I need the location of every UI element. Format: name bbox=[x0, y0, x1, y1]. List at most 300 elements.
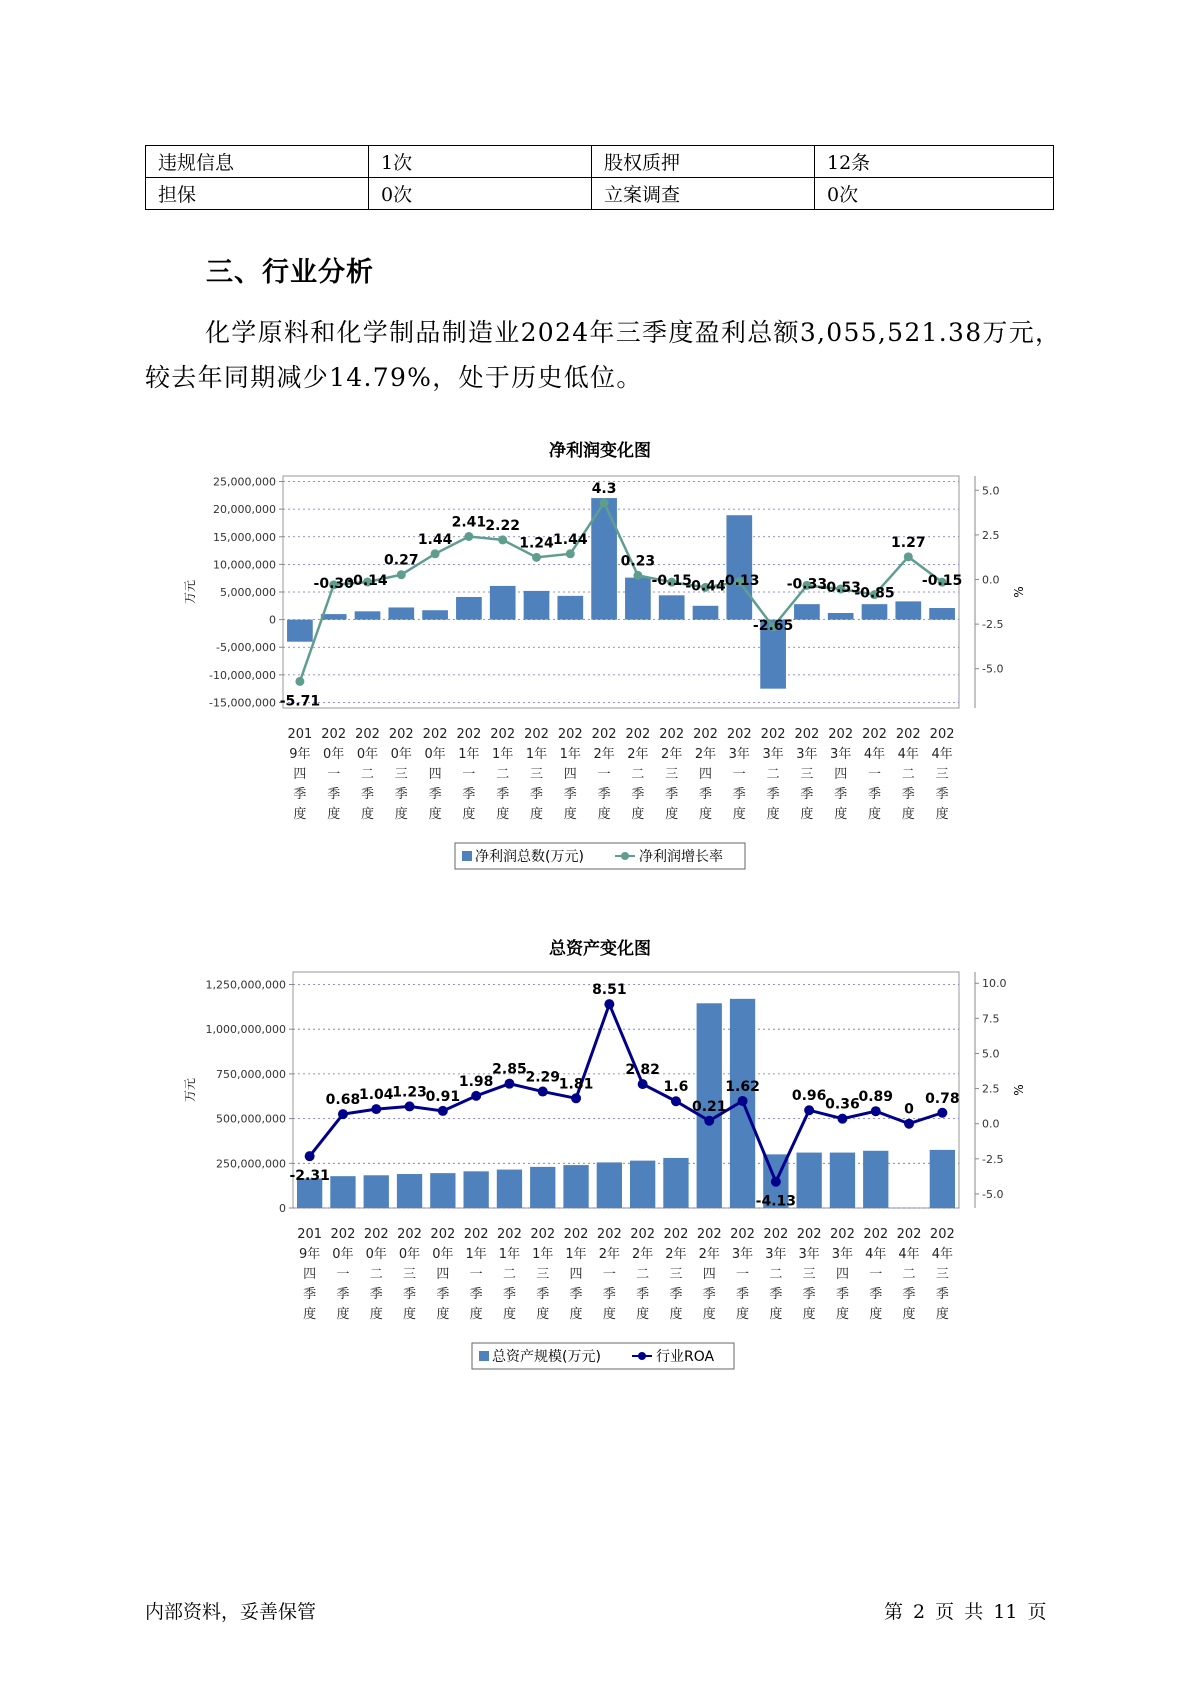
data-point bbox=[904, 552, 913, 561]
x-tick-label: 季 bbox=[834, 787, 848, 802]
x-tick-label: 季 bbox=[428, 787, 442, 802]
footer-page-number: 第 2 页 共 11 页 bbox=[884, 1601, 1047, 1623]
data-label: 1.44 bbox=[553, 531, 588, 548]
data-label: 1.44 bbox=[417, 531, 453, 548]
x-tick-label: 季 bbox=[327, 787, 341, 802]
x-tick-label: 度 bbox=[902, 1307, 916, 1322]
y-tick-label-right: 7.5 bbox=[982, 1012, 1000, 1026]
data-point bbox=[538, 1087, 548, 1097]
table-cell-label: 违规信息 bbox=[146, 146, 369, 178]
x-tick-label: 度 bbox=[901, 807, 915, 822]
legend-swatch-bar bbox=[479, 1351, 489, 1361]
y-tick-label-right: 2.5 bbox=[982, 1082, 1000, 1096]
x-tick-label: 202 bbox=[388, 727, 414, 742]
data-label: 1.24 bbox=[519, 535, 554, 552]
legend-swatch-bar bbox=[462, 851, 472, 861]
x-tick-label: 二 bbox=[631, 767, 645, 782]
x-tick-label: 四 bbox=[834, 767, 848, 782]
data-point bbox=[338, 1109, 348, 1119]
x-tick-label: 季 bbox=[835, 1287, 849, 1302]
bar bbox=[625, 578, 651, 620]
y-tick-label-right: 10.0 bbox=[982, 977, 1007, 991]
y-tick-label-right: -2.5 bbox=[982, 618, 1004, 632]
x-tick-label: 季 bbox=[360, 787, 375, 802]
bar bbox=[388, 607, 414, 619]
data-label: 0.21 bbox=[691, 1098, 727, 1115]
x-tick-label: 度 bbox=[935, 807, 949, 822]
legend-marker bbox=[621, 852, 629, 860]
chart-title-total-assets: 总资产变化图 bbox=[549, 939, 651, 959]
y-tick-label-left: 0 bbox=[269, 613, 276, 627]
x-tick-label: 4年 bbox=[897, 747, 919, 762]
x-tick-label: 三 bbox=[800, 767, 814, 782]
x-tick-label: 度 bbox=[736, 1307, 750, 1322]
data-point bbox=[937, 1108, 947, 1118]
data-point bbox=[371, 1104, 381, 1114]
data-label: -0.53 bbox=[820, 579, 861, 596]
bar bbox=[422, 610, 448, 619]
x-tick-label: 一 bbox=[869, 1267, 883, 1282]
x-tick-label: 四 bbox=[563, 767, 577, 782]
x-tick-label: 度 bbox=[436, 1307, 450, 1322]
x-tick-label: 202 bbox=[929, 727, 955, 742]
x-tick-label: 季 bbox=[800, 787, 814, 802]
x-tick-label: 202 bbox=[563, 1227, 589, 1242]
data-label: 0.96 bbox=[791, 1088, 827, 1105]
x-tick-label: 二 bbox=[636, 1267, 650, 1282]
x-tick-label: 202 bbox=[557, 727, 583, 742]
x-tick-label: 度 bbox=[935, 1307, 949, 1322]
x-tick-label: 2年 bbox=[698, 1247, 720, 1262]
data-label: 0.91 bbox=[425, 1088, 461, 1105]
x-tick-label: 一 bbox=[736, 1267, 750, 1282]
x-tick-label: 3年 bbox=[796, 747, 818, 762]
bar bbox=[330, 1176, 355, 1208]
bar bbox=[557, 596, 583, 620]
x-tick-label: 1年 bbox=[465, 1247, 487, 1262]
y-tick-label-right: -5.0 bbox=[982, 1187, 1004, 1201]
data-label: 1.23 bbox=[392, 1084, 427, 1101]
x-tick-label: 度 bbox=[327, 807, 341, 822]
x-tick-label: 一 bbox=[462, 767, 476, 782]
x-tick-label: 度 bbox=[800, 807, 814, 822]
x-tick-label: 度 bbox=[369, 1307, 383, 1322]
x-tick-label: 度 bbox=[496, 807, 510, 822]
x-tick-label: 季 bbox=[902, 1287, 916, 1302]
x-tick-label: 四 bbox=[698, 767, 713, 782]
x-tick-label: 度 bbox=[293, 807, 307, 822]
x-tick-label: 3年 bbox=[765, 1247, 787, 1262]
x-tick-label: 度 bbox=[869, 1307, 883, 1322]
x-tick-label: 季 bbox=[935, 1287, 949, 1302]
x-tick-label: 度 bbox=[602, 1307, 616, 1322]
x-tick-label: 季 bbox=[631, 787, 645, 802]
x-tick-label: 202 bbox=[530, 1227, 556, 1242]
data-point bbox=[295, 677, 304, 686]
x-tick-label: 度 bbox=[428, 807, 442, 822]
data-label: 8.51 bbox=[592, 982, 627, 999]
x-tick-label: 9年 bbox=[299, 1247, 321, 1262]
x-tick-label: 季 bbox=[732, 787, 746, 802]
data-label: 0.78 bbox=[925, 1090, 960, 1107]
x-tick-label: 201 bbox=[297, 1227, 323, 1242]
y-tick-label-right: -5.0 bbox=[982, 662, 1004, 676]
x-tick-label: 3年 bbox=[731, 1247, 754, 1262]
x-tick-label: 二 bbox=[369, 1267, 383, 1282]
x-tick-label: 0年 bbox=[365, 1247, 387, 1262]
y-tick-label-left: 250,000,000 bbox=[216, 1157, 286, 1171]
x-tick-label: 202 bbox=[726, 727, 752, 742]
x-tick-label: 1年 bbox=[492, 747, 514, 762]
x-tick-label: 四 bbox=[436, 1267, 450, 1282]
chart-title-net-profit: 净利润变化图 bbox=[549, 441, 651, 461]
x-tick-label: 四 bbox=[303, 1267, 317, 1282]
x-tick-label: 202 bbox=[828, 727, 854, 742]
data-point bbox=[771, 1177, 781, 1187]
x-tick-label: 季 bbox=[394, 787, 408, 802]
data-label: -4.13 bbox=[755, 1193, 797, 1210]
x-tick-label: 季 bbox=[293, 787, 307, 802]
x-tick-label: 202 bbox=[463, 1227, 489, 1242]
section-paragraph: 化学原料和化学制品制造业2024年三季度盈利总额3,055,521.38万元，较去年同期减少14.79%，处于历史低位。 bbox=[145, 318, 1062, 392]
data-point bbox=[438, 1106, 448, 1116]
data-point bbox=[804, 1105, 814, 1115]
y-tick-label-left: -15,000,000 bbox=[209, 696, 276, 710]
data-label: 2.22 bbox=[485, 517, 520, 534]
x-tick-label: 季 bbox=[303, 1287, 317, 1302]
x-tick-label: 4年 bbox=[865, 1247, 887, 1262]
legend-marker bbox=[638, 1352, 646, 1360]
legend-label-bar: 总资产规模(万元) bbox=[492, 1349, 601, 1365]
x-tick-label: 季 bbox=[869, 1287, 883, 1302]
x-tick-label: 季 bbox=[901, 787, 915, 802]
x-tick-label: 202 bbox=[696, 1227, 722, 1242]
data-point bbox=[566, 549, 575, 558]
y-tick-label-left: 1,250,000,000 bbox=[205, 978, 286, 992]
data-label: -0.44 bbox=[685, 578, 726, 595]
x-tick-label: 季 bbox=[665, 787, 679, 802]
x-tick-label: 四 bbox=[569, 1267, 583, 1282]
data-point bbox=[871, 1106, 881, 1116]
x-tick-label: 4年 bbox=[931, 1247, 953, 1262]
y-axis-label-right: % bbox=[1012, 1084, 1026, 1096]
data-label: 0.36 bbox=[825, 1096, 860, 1113]
data-label: -0.33 bbox=[786, 576, 828, 593]
data-point bbox=[671, 1096, 681, 1106]
x-tick-label: 度 bbox=[597, 807, 611, 822]
x-tick-label: 二 bbox=[502, 1267, 516, 1282]
data-label: 2.82 bbox=[625, 1062, 660, 1079]
x-tick-label: 度 bbox=[769, 1307, 783, 1322]
data-point bbox=[837, 1114, 847, 1124]
x-tick-label: 二 bbox=[902, 1267, 916, 1282]
y-tick-label-left: 750,000,000 bbox=[216, 1067, 286, 1081]
x-tick-label: 度 bbox=[636, 1307, 650, 1322]
x-tick-label: 季 bbox=[766, 787, 780, 802]
x-tick-label: 二 bbox=[769, 1267, 783, 1282]
x-tick-label: 202 bbox=[397, 1227, 422, 1242]
data-point bbox=[504, 1079, 514, 1089]
data-label: 0 bbox=[904, 1101, 914, 1118]
x-tick-label: 202 bbox=[830, 1227, 855, 1242]
x-tick-label: 2年 bbox=[627, 747, 649, 762]
bar bbox=[862, 604, 888, 619]
data-point bbox=[431, 549, 440, 558]
x-tick-label: 202 bbox=[895, 727, 921, 742]
bar bbox=[726, 515, 752, 619]
data-label: 2.29 bbox=[525, 1069, 561, 1086]
x-tick-label: 202 bbox=[625, 727, 651, 742]
x-tick-label: 202 bbox=[763, 1227, 789, 1242]
bar bbox=[430, 1173, 455, 1208]
bar bbox=[456, 597, 482, 620]
y-tick-label-right: 0.0 bbox=[982, 573, 1000, 587]
x-tick-label: 度 bbox=[502, 1307, 516, 1322]
x-tick-label: 三 bbox=[669, 1267, 683, 1282]
data-label: 1.6 bbox=[663, 1079, 689, 1096]
y-tick-label-left: 15,000,000 bbox=[213, 530, 276, 544]
x-tick-label: 四 bbox=[428, 767, 442, 782]
x-tick-label: 季 bbox=[462, 787, 476, 802]
x-tick-label: 三 bbox=[935, 1267, 949, 1282]
x-tick-label: 2年 bbox=[665, 1247, 687, 1262]
x-tick-label: 季 bbox=[736, 1287, 750, 1302]
data-point bbox=[405, 1101, 415, 1111]
bar bbox=[828, 613, 854, 620]
section-title: 三、行业分析 bbox=[206, 257, 374, 288]
data-label: 1.81 bbox=[558, 1076, 594, 1093]
x-tick-label: 三 bbox=[536, 1267, 550, 1282]
x-tick-label: 202 bbox=[363, 1227, 389, 1242]
x-tick-label: 季 bbox=[336, 1287, 350, 1302]
x-tick-label: 一 bbox=[732, 767, 746, 782]
bar bbox=[597, 1162, 622, 1208]
data-label: 2.41 bbox=[451, 514, 487, 531]
x-tick-label: 1年 bbox=[565, 1247, 587, 1262]
x-tick-label: 季 bbox=[702, 1287, 716, 1302]
x-tick-label: 季 bbox=[569, 1287, 583, 1302]
x-tick-label: 202 bbox=[630, 1227, 656, 1242]
table-cell-value: 1次 bbox=[369, 146, 592, 178]
x-tick-label: 季 bbox=[636, 1287, 650, 1302]
x-tick-label: 3年 bbox=[762, 747, 784, 762]
legend-label-line: 行业ROA bbox=[656, 1349, 715, 1365]
x-tick-label: 四 bbox=[702, 1267, 716, 1282]
x-tick-label: 0年 bbox=[332, 1247, 354, 1262]
x-tick-label: 202 bbox=[422, 727, 448, 742]
x-tick-label: 202 bbox=[490, 727, 516, 742]
x-tick-label: 季 bbox=[602, 1287, 616, 1302]
data-point bbox=[704, 1116, 714, 1126]
x-tick-label: 度 bbox=[394, 807, 408, 822]
x-tick-label: 2年 bbox=[661, 747, 683, 762]
data-label: 4.3 bbox=[591, 480, 617, 497]
x-tick-label: 202 bbox=[794, 727, 820, 742]
data-label: 2.85 bbox=[492, 1061, 527, 1078]
data-label: -0.15 bbox=[651, 573, 692, 590]
info-table bbox=[145, 145, 1054, 210]
x-tick-label: 度 bbox=[802, 1307, 816, 1322]
bar bbox=[524, 591, 550, 620]
bar bbox=[930, 1150, 955, 1208]
data-label: -0.30 bbox=[313, 575, 354, 592]
x-tick-label: 3年 bbox=[798, 1247, 820, 1262]
y-tick-label-right: 5.0 bbox=[982, 1047, 1000, 1061]
x-tick-label: 一 bbox=[597, 767, 611, 782]
data-point bbox=[600, 498, 609, 507]
bar bbox=[530, 1167, 555, 1208]
net-profit-chart bbox=[180, 468, 1040, 878]
x-tick-label: 202 bbox=[760, 727, 786, 742]
x-tick-label: 202 bbox=[730, 1227, 755, 1242]
x-tick-label: 季 bbox=[669, 1287, 683, 1302]
data-point bbox=[305, 1151, 315, 1161]
footer-left: 内部资料，妥善保管 bbox=[145, 1601, 317, 1623]
x-tick-label: 2年 bbox=[598, 1247, 620, 1262]
data-point bbox=[638, 1079, 648, 1089]
x-tick-label: 202 bbox=[896, 1227, 922, 1242]
x-tick-label: 四 bbox=[293, 767, 307, 782]
x-tick-label: 度 bbox=[403, 1307, 417, 1322]
x-tick-label: 度 bbox=[732, 807, 746, 822]
x-tick-label: 202 bbox=[929, 1227, 955, 1242]
table-cell-label: 股权质押 bbox=[592, 146, 815, 178]
data-label: 0.27 bbox=[384, 552, 419, 569]
x-tick-label: 202 bbox=[862, 727, 887, 742]
bar bbox=[355, 611, 381, 619]
x-tick-label: 季 bbox=[698, 787, 713, 802]
data-label: -0.15 bbox=[921, 573, 963, 590]
x-tick-label: 季 bbox=[597, 787, 611, 802]
data-label: 1.62 bbox=[725, 1078, 760, 1095]
bar bbox=[563, 1165, 588, 1208]
x-tick-label: 季 bbox=[469, 1287, 483, 1302]
x-tick-label: 2年 bbox=[632, 1247, 654, 1262]
x-tick-label: 2年 bbox=[593, 747, 615, 762]
x-tick-label: 季 bbox=[529, 787, 544, 802]
x-tick-label: 1年 bbox=[498, 1247, 521, 1262]
x-tick-label: 202 bbox=[430, 1227, 456, 1242]
x-tick-label: 2年 bbox=[694, 747, 717, 762]
x-tick-label: 一 bbox=[469, 1267, 483, 1282]
x-tick-label: 202 bbox=[693, 727, 718, 742]
data-label: -2.65 bbox=[752, 617, 794, 634]
bar bbox=[490, 586, 516, 620]
x-tick-label: 季 bbox=[536, 1287, 550, 1302]
x-tick-label: 1年 bbox=[559, 747, 581, 762]
x-tick-label: 9年 bbox=[289, 747, 311, 762]
y-axis-label-left: 万元 bbox=[183, 1077, 197, 1103]
table-cell-label: 立案调查 bbox=[592, 178, 815, 210]
x-tick-label: 0年 bbox=[432, 1247, 454, 1262]
data-label: 1.98 bbox=[458, 1073, 494, 1090]
x-tick-label: 度 bbox=[834, 807, 848, 822]
bar bbox=[463, 1171, 488, 1208]
y-tick-label-left: 0 bbox=[279, 1202, 286, 1215]
data-label: -0.13 bbox=[719, 572, 760, 589]
x-tick-label: 季 bbox=[436, 1287, 450, 1302]
data-point bbox=[471, 1091, 481, 1101]
data-label: 1.04 bbox=[358, 1087, 394, 1104]
data-label: 0.68 bbox=[325, 1092, 361, 1109]
table-cell-value: 12条 bbox=[815, 146, 1054, 178]
x-tick-label: 0年 bbox=[356, 747, 379, 762]
total-assets-chart bbox=[180, 966, 1040, 1376]
x-tick-label: 4年 bbox=[863, 747, 886, 762]
x-tick-label: 度 bbox=[563, 807, 577, 822]
x-tick-label: 三 bbox=[802, 1267, 816, 1282]
bar bbox=[321, 614, 347, 620]
x-tick-label: 度 bbox=[698, 807, 713, 822]
bar bbox=[659, 595, 685, 619]
x-tick-label: 0年 bbox=[424, 747, 446, 762]
x-tick-label: 202 bbox=[863, 1227, 889, 1242]
x-tick-label: 季 bbox=[563, 787, 577, 802]
x-tick-label: 度 bbox=[569, 1307, 583, 1322]
x-tick-label: 度 bbox=[462, 807, 476, 822]
y-tick-label-right: 0.0 bbox=[982, 1117, 1000, 1131]
x-tick-label: 202 bbox=[524, 727, 549, 742]
legend-label-bar: 净利润总数(万元) bbox=[475, 849, 584, 865]
data-point bbox=[498, 535, 507, 544]
data-label: 0.89 bbox=[858, 1089, 894, 1106]
x-tick-label: 202 bbox=[796, 1227, 822, 1242]
x-tick-label: 度 bbox=[303, 1307, 317, 1322]
x-tick-label: 202 bbox=[596, 1227, 622, 1242]
x-tick-label: 0年 bbox=[398, 1247, 421, 1262]
x-tick-label: 一 bbox=[867, 767, 882, 782]
y-axis-label-right: % bbox=[1012, 586, 1026, 598]
x-tick-label: 202 bbox=[330, 1227, 356, 1242]
x-tick-label: 度 bbox=[766, 807, 780, 822]
y-tick-label-right: 5.0 bbox=[982, 484, 1000, 498]
data-label: 1.27 bbox=[891, 534, 926, 551]
data-point bbox=[738, 1096, 748, 1106]
x-tick-label: 度 bbox=[529, 807, 544, 822]
y-tick-label-left: -10,000,000 bbox=[209, 668, 276, 682]
table-cell-value: 0次 bbox=[369, 178, 592, 210]
x-tick-label: 一 bbox=[336, 1267, 350, 1282]
x-tick-label: 季 bbox=[496, 787, 510, 802]
data-point bbox=[397, 570, 406, 579]
bar bbox=[497, 1170, 522, 1208]
bar bbox=[287, 620, 313, 642]
data-point bbox=[633, 571, 642, 580]
y-tick-label-left: 500,000,000 bbox=[216, 1112, 286, 1126]
x-tick-label: 3年 bbox=[728, 747, 750, 762]
x-tick-label: 1年 bbox=[532, 1247, 554, 1262]
y-tick-label-right: 2.5 bbox=[982, 528, 1000, 542]
x-tick-label: 季 bbox=[403, 1287, 417, 1302]
x-tick-label: 度 bbox=[835, 1307, 849, 1322]
data-label: -0.14 bbox=[347, 573, 388, 590]
data-point bbox=[532, 553, 541, 562]
data-point bbox=[464, 532, 473, 541]
bar bbox=[929, 608, 955, 620]
x-tick-label: 0年 bbox=[390, 747, 412, 762]
x-tick-label: 202 bbox=[321, 727, 347, 742]
x-tick-label: 1年 bbox=[458, 747, 480, 762]
x-tick-label: 4年 bbox=[931, 747, 953, 762]
x-tick-label: 二 bbox=[766, 767, 780, 782]
x-tick-label: 三 bbox=[529, 767, 544, 782]
x-tick-label: 一 bbox=[327, 767, 341, 782]
x-tick-label: 202 bbox=[659, 727, 685, 742]
x-tick-label: 度 bbox=[867, 807, 882, 822]
data-label: -2.31 bbox=[289, 1168, 330, 1185]
x-tick-label: 三 bbox=[665, 767, 679, 782]
x-tick-label: 一 bbox=[602, 1267, 616, 1282]
